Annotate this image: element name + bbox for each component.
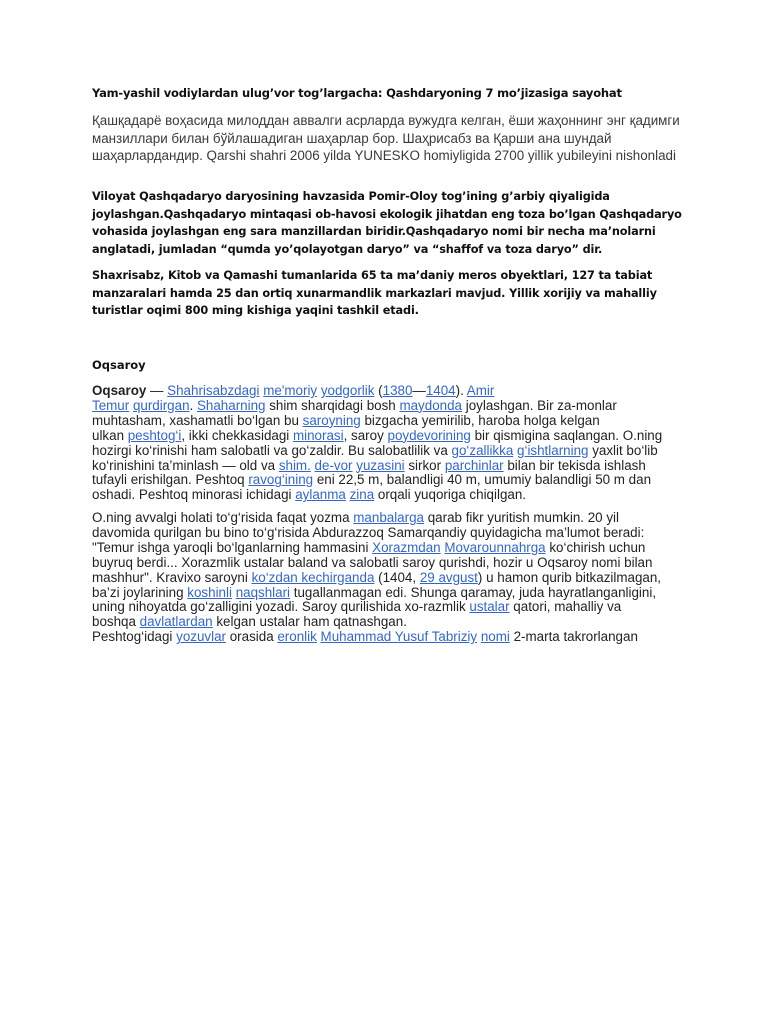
- text-run: sirkor: [404, 457, 445, 473]
- text-run: orqali yuqoriga chiqilgan.: [374, 487, 527, 503]
- wiki-link[interactable]: qurdirgan: [132, 397, 190, 413]
- text-run: kelgan ustalar ham qatnashgan.: [212, 614, 407, 630]
- wiki-link[interactable]: manbalarga: [353, 510, 424, 525]
- text-run: muhtasham, xashamatli bo‘lgan bu: [92, 412, 303, 428]
- text-run: qarab fikr yuritish mumkin. 20 yil: [424, 510, 619, 525]
- wiki-link[interactable]: davlatlardan: [139, 614, 213, 630]
- bold-term: Oqsaroy: [92, 383, 147, 398]
- text-run: , saroy: [343, 427, 388, 443]
- heritage-paragraph: Shaxrisabz, Kitob va Qamashi tumanlarida 65 ta ma’daniy meros obyektlari, 127 ta tabiat manzaralari hamda 25 dan ortiq xunarmandlik markazlari mavjud. Yillik xorijiy va mahalliy turistlar oqimi 800 ming kishiga yaqini tashkil etadi.: [92, 269, 657, 317]
- wiki-link[interactable]: ravog‘ining: [248, 472, 314, 488]
- wiki-link[interactable]: ko‘zdan kechirganda: [251, 569, 375, 585]
- wiki-link[interactable]: de-vor: [314, 457, 353, 473]
- text-run: bizgacha yemirilib, haroba holga kelgan: [360, 412, 600, 428]
- wiki-paragraph-1: [92, 384, 692, 503]
- text-run: ).: [455, 383, 467, 398]
- text-run: yaxlit bo‘lib: [588, 442, 658, 458]
- text-run: (: [374, 383, 383, 398]
- wiki-link[interactable]: yuzasini: [356, 457, 405, 473]
- wiki-link[interactable]: parchinlar: [444, 457, 504, 473]
- wiki-link[interactable]: maydonda: [399, 397, 462, 413]
- text-run: davomida qurilgan bu bino to‘g‘risida Abdurazzoq Samarqandiy quyidagicha ma’lumot beradi:: [92, 524, 645, 540]
- wiki-link[interactable]: shim.: [278, 457, 311, 473]
- text-run: bir qismigina saqlangan. O.ning: [470, 427, 663, 443]
- text-run: eni 22,5 m, balandligi 40 m, umumiy balandligi 50 m dan: [313, 472, 652, 488]
- wiki-link[interactable]: Xorazmdan: [372, 539, 441, 555]
- text-run: buyruq berdi... Xorazmlik ustalar baland va salobatli saroy qurishdi, hozir u Oqsaroy nomi bilan: [92, 554, 653, 570]
- text-run: .: [189, 397, 197, 413]
- text-run: Peshtog‘idagi: [92, 629, 177, 645]
- text-run: tufayli erishilgan. Peshtoq: [92, 472, 249, 488]
- text-run: ko‘rinishini ta’minlash — old va: [92, 457, 279, 473]
- text-run: —: [412, 383, 426, 398]
- text-run: ) u hamon qurib bitkazilmagan,: [477, 569, 662, 585]
- wiki-link[interactable]: peshtog‘i: [127, 427, 182, 443]
- text-run: bilan bir tekisda ishlash: [503, 457, 646, 473]
- wiki-link[interactable]: go‘zallikka: [451, 442, 514, 458]
- intro-paragraph: Қашқадарё воҳасида милоддан аввалги асрларда вужудга келган, ёши жаҳоннинг энг қадимги манзиллари билан бўйлашадиган шаҳарлар бор. Шаҳрисабз ва Қарши ана шундай шаҳарлардандир. Qarshi shahri 2006 yilda YUNESKO homiyligida 2700 yillik yubileyini nishonladi: [92, 113, 680, 163]
- text-run: boshqa: [92, 614, 140, 630]
- wiki-link[interactable]: ustalar: [469, 599, 510, 615]
- text-run: oshadi. Peshtoq minorasi ichidagi: [92, 487, 296, 503]
- wiki-link[interactable]: 1380: [382, 383, 413, 398]
- text-run: —: [146, 383, 168, 398]
- wiki-link[interactable]: nomi: [480, 629, 510, 645]
- wiki-link[interactable]: yodgorlik: [320, 383, 375, 398]
- wiki-link[interactable]: minorasi: [292, 427, 344, 443]
- wiki-link[interactable]: 29 avgust: [419, 569, 478, 585]
- text-run: ulkan: [92, 427, 128, 443]
- wiki-link[interactable]: Amir: [466, 383, 495, 398]
- wiki-link[interactable]: saroyning: [302, 412, 361, 428]
- text-run: shim sharqidagi bosh: [265, 397, 400, 413]
- text-run: mashhur". Kravixo saroyni: [92, 569, 252, 585]
- wiki-link[interactable]: Shaharning: [196, 397, 266, 413]
- wiki-link[interactable]: Movarounnahrga: [444, 539, 546, 555]
- text-run: joylashgan. Bir za-monlar: [462, 397, 617, 413]
- wiki-link[interactable]: Temur: [92, 397, 130, 413]
- wiki-link[interactable]: naqshlari: [235, 584, 291, 600]
- text-run: uning nihoyatda go‘zalligini yozadi. Saroy qurilishida xo-razmlik: [92, 599, 470, 615]
- wiki-paragraph-2: [92, 511, 692, 645]
- section-heading: Oqsaroy: [92, 358, 146, 372]
- text-run: qatori, mahalliy va: [509, 599, 622, 615]
- wiki-link[interactable]: 1404: [425, 383, 456, 398]
- text-run: tugallanmagan edi. Shunga qaramay, juda hayratlanganligini,: [290, 584, 657, 600]
- text-run: O.ning avvalgi holati to‘g‘risida faqat yozma: [92, 510, 354, 525]
- wiki-link[interactable]: Muhammad Yusuf Tabriziy: [320, 629, 478, 645]
- text-run: 2-marta takrorlangan: [509, 629, 638, 645]
- text-run: orasida: [226, 629, 278, 645]
- region-paragraph: Viloyat Qashqadaryo daryosining havzasida Pomir-Oloy tog’ining g’arbiy qiyaligida joylashgan.Qashqadaryo mintaqasi ob-havosi ekologik jihatdan eng toza bo’lgan Qashqadaryo vohasida joylashgan eng sara manzillardan biridir.Qashqadaryo nomi bir necha ma’nolarni anglatadi, jumladan “qumda yo’qolayotgan daryo” va “shaffof va toza daryo” dir.: [92, 190, 682, 256]
- wiki-link[interactable]: eronlik: [277, 629, 317, 645]
- wiki-link[interactable]: yozuvlar: [176, 629, 226, 645]
- wiki-link[interactable]: me'moriy: [263, 383, 318, 398]
- document-title: Yam-yashil vodiylardan ulug’vor tog’largacha: Qashdaryoning 7 mo’jizasiga sayohat: [92, 86, 622, 100]
- wiki-link[interactable]: koshinli: [187, 584, 232, 600]
- text-run: ko‘chirish uchun: [545, 539, 646, 555]
- wiki-link[interactable]: aylanma: [295, 487, 346, 503]
- text-run: "Temur ishga yaroqli bo‘lganlarning hammasini: [92, 539, 373, 555]
- text-run: hozirgi ko‘rinishi ham salobatli va go‘zaldir. Bu salobatlilik va: [92, 442, 452, 458]
- text-run: ba’zi joylarining: [92, 584, 188, 600]
- wiki-link[interactable]: poydevorining: [387, 427, 471, 443]
- wiki-link[interactable]: Shahrisabzdagi: [167, 383, 260, 398]
- text-run: , ikki chekkasidagi: [181, 427, 293, 443]
- text-run: (1404,: [374, 569, 420, 585]
- wiki-link[interactable]: zina: [349, 487, 375, 503]
- wiki-link[interactable]: g‘ishtlarning: [517, 442, 589, 458]
